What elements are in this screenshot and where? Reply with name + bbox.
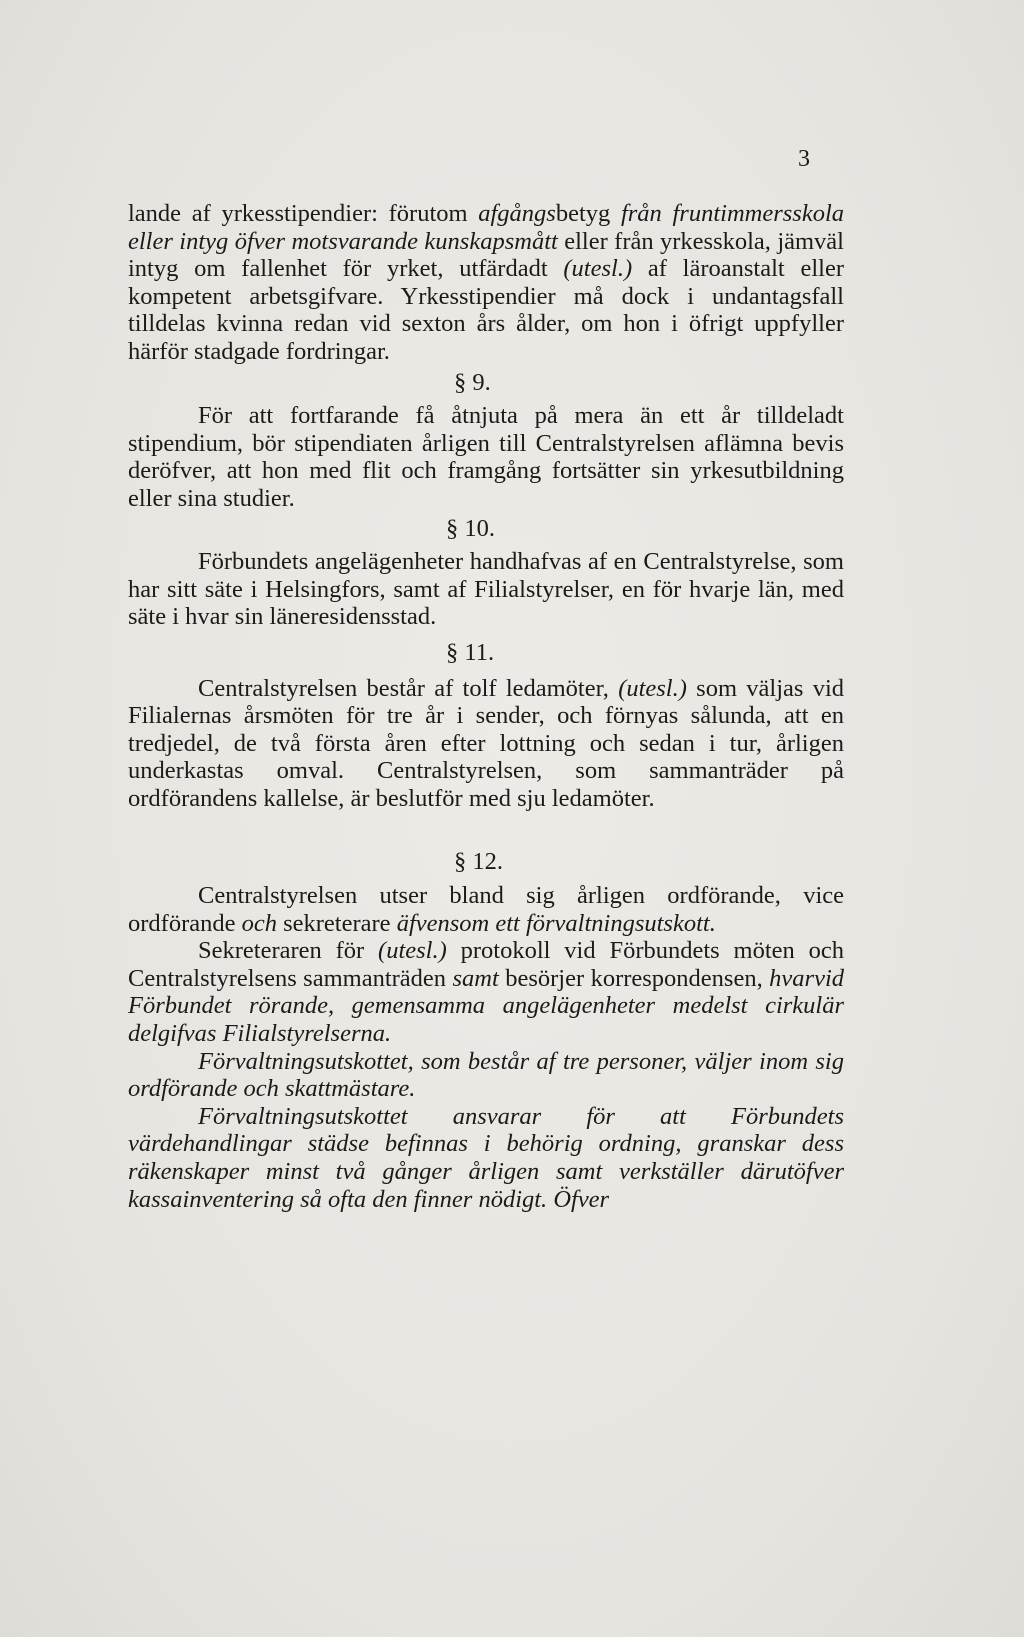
text-run: Sekreteraren för [198,937,379,965]
italic-run: afgångs [478,200,556,227]
paragraph-continuation [128,200,844,366]
text-run: besörjer korrespondensen, [498,964,770,992]
italic-run: (utesl.) [563,255,633,283]
text-run: sekreterare [276,909,397,937]
italic-run: (utesl.) [378,937,447,965]
page-number: 3 [798,146,810,172]
section-heading-12: § 12. [454,848,503,876]
italic-run: Förvaltningsutskottet ansvarar för att Förbundets värdehandlingar städse befinnas i behörig ordning, granskar dess räkenskaper minst två gånger årligen samt verkställer därutöfver kassainventering så ofta den finner nödigt. [128,1102,844,1213]
italic-run: (utesl.) [618,674,687,702]
text-run: som väljas vid Filialernas årsmöten för tre år i sender, och förnyas sålunda, att en tredjedel, de två första åren efter lottning och sedan i tur, årligen underkastas omval. Centralstyrelsen, som sammanträder på ordförandens kallelse, är beslutför med sju ledamöter. [128,674,844,812]
section-12-paragraph-4 [128,1103,844,1213]
section-12-paragraph-2 [128,937,844,1047]
section-9-paragraph: För att fortfarande få åtnjuta på mera än ett år tilldeladt stipendium, bör stipendiaten årligen till Centralstyrelsen aflämna bevis deröfver, att hon med flit och framgång fortsätter sin yrkesutbildning eller sina studier. [128,402,844,512]
section-12-paragraph-3 [128,1048,844,1103]
section-11-paragraph [128,675,844,813]
text-run: lande af yrkesstipendier: förutom [128,200,479,227]
italic-run: äfvensom ett förvaltningsutskott. [396,909,716,937]
italic-run: och [241,909,277,937]
text-run: Centralstyrelsen består af tolf ledamöter, [198,674,619,702]
text-run: eller från yrkesskola, jämväl intyg om fallenhet för yrket, utfärdadt [128,227,844,283]
section-heading-10: § 10. [446,514,495,542]
italic-run: hvarvid Förbundet rörande, gemensamma angelägenheter medelst cirkulär delgifvas Filialstyrelserna. [128,964,844,1048]
italic-run: Förvaltningsutskottet, som består af tre personer, väljer inom sig ordförande och skattmästare. [128,1047,844,1103]
text-run: betyg [555,200,621,227]
page-body [128,200,844,1213]
text-run: protokoll vid Förbundets möten och Centralstyrelsens sammanträden [128,937,844,992]
section-10-paragraph: Förbundets angelägenheter handhafvas af en Centralstyrelse, som har sitt säte i Helsingfors, samt af Filialstyrelser, en för hvarje län, med säte i hvar sin läneresidensstad. [128,548,844,631]
italic-run: Öfver [547,1185,610,1213]
italic-run: från fruntimmersskola eller intyg öfver motsvarande kunskapsmått [128,200,844,255]
text-run: Centralstyrelsen utser bland sig årligen ordförande, vice ordförande [128,882,844,937]
text-run: af läroanstalt eller kompetent arbetsgifvare. Yrkesstipendier må dock i undantagsfall tilldelas kvinna redan vid sexton års ålder, om hon i öfrigt uppfyller härför stadgade fordringar. [128,255,844,365]
italic-run: samt [452,964,499,992]
section-heading-9: § 9. [454,368,491,396]
section-12-paragraph-1 [128,882,844,937]
section-heading-11: § 11. [446,638,495,666]
